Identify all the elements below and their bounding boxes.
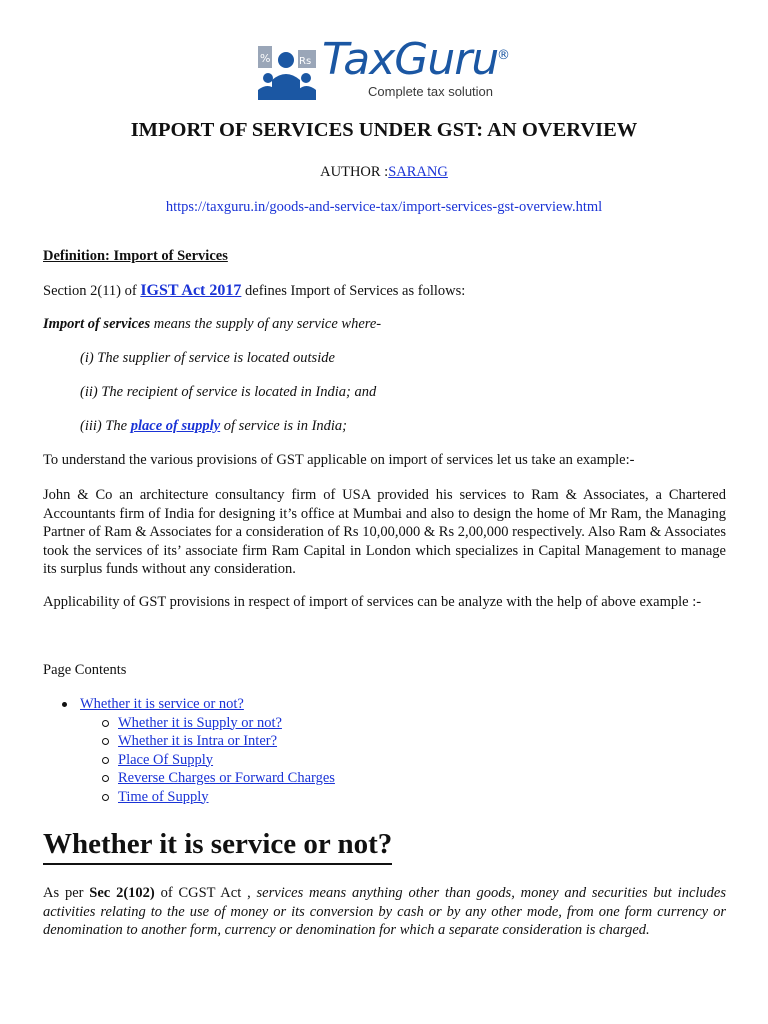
circle-bullet-icon xyxy=(102,794,109,801)
import-definition xyxy=(43,316,381,333)
services-definition: services means anything other than goods, money and securities but includes activities relating to the use of money or its conversion by cash or by any other mode, from one form currency or denomination to another form, currency or denomination for which a separate consideration is charged. xyxy=(43,885,726,938)
applicability-paragraph: Applicability of GST provisions in respect of import of services can be analyze with the help of above example :- xyxy=(43,594,702,610)
toc-subitem xyxy=(64,732,335,751)
circle-bullet-icon xyxy=(102,757,109,764)
toc-link-reverse-charges[interactable]: Reverse Charges or Forward Charges xyxy=(118,770,335,786)
as-per-mid: of CGST Act , xyxy=(154,885,257,901)
section-text-after: defines Import of Services as follows: xyxy=(241,283,466,299)
taxguru-logo[interactable] xyxy=(256,34,516,102)
svg-text:Rs: Rs xyxy=(299,56,312,67)
toc-item xyxy=(64,695,335,714)
author-label: AUTHOR : xyxy=(320,164,389,180)
example-intro: To understand the various provisions of GST applicable on import of services let us take an example:- xyxy=(43,452,635,468)
toc-link-intra-inter[interactable]: Whether it is Intra or Inter? xyxy=(118,733,278,749)
svg-text:%: % xyxy=(260,52,271,65)
example-paragraph: John & Co an architecture consultancy firm of USA provided his services to Ram & Associates, a Chartered Accountants firm of India for designing it’s office at Mumbai and also to design the home of Mr Ram, the Managing Partner of Ram & Associates for a consideration of Rs 10,00,000 & Rs 2,00,000 respectively. Also Ram & Associates took the services of its’ associate firm Ram Capital in London which specializes in Capital Management to manage its surplus funds without any consideration. xyxy=(43,487,726,577)
logo-people-icon xyxy=(256,44,318,100)
toc-link-service[interactable]: Whether it is service or not? xyxy=(80,696,244,712)
as-per-paragraph xyxy=(43,884,726,940)
toc-subitem xyxy=(64,714,335,733)
section-heading: Whether it is service or not? xyxy=(43,826,392,865)
toc-link-time-of-supply[interactable]: Time of Supply xyxy=(118,788,209,805)
as-per-before: As per xyxy=(43,885,90,901)
logo-registered-mark: ® xyxy=(497,48,510,63)
section-text-before: Section 2(11) of xyxy=(43,283,141,299)
sec-reference: Sec 2(102) xyxy=(89,885,155,901)
toc-subitem xyxy=(64,751,335,770)
logo-tagline: Complete tax solution xyxy=(368,84,494,99)
section-line xyxy=(43,282,465,300)
circle-bullet-icon xyxy=(102,720,109,727)
condition-3 xyxy=(80,418,347,435)
circle-bullet-icon xyxy=(102,775,109,782)
import-definition-term: Import of services xyxy=(43,316,151,332)
condition-3-after: of service is in India; xyxy=(220,418,348,434)
condition-2: (ii) The recipient of service is located in India; and xyxy=(80,384,377,400)
condition-1: (i) The supplier of service is located outside xyxy=(80,350,335,366)
disc-bullet-icon xyxy=(62,702,67,707)
page-contents-label: Page Contents xyxy=(43,662,127,678)
definition-heading: Definition: Import of Services xyxy=(43,248,228,264)
author-line xyxy=(0,164,768,181)
toc-subitem xyxy=(64,788,335,807)
condition-3-before: (iii) The xyxy=(80,418,131,434)
circle-bullet-icon xyxy=(102,738,109,745)
toc-link-place-of-supply[interactable]: Place Of Supply xyxy=(118,751,214,768)
igst-act-link[interactable]: IGST Act 2017 xyxy=(140,282,242,299)
place-of-supply-link[interactable]: place of supply xyxy=(130,418,221,434)
toc-link-supply[interactable]: Whether it is Supply or not? xyxy=(118,714,282,731)
import-definition-text: means the supply of any service where- xyxy=(150,316,382,332)
author-link[interactable]: SARANG xyxy=(388,164,448,180)
table-of-contents xyxy=(64,695,335,806)
logo-wordmark: TaxGuru xyxy=(322,34,499,85)
source-url[interactable]: https://taxguru.in/goods-and-service-tax/import-services-gst-overview.html xyxy=(165,199,603,215)
page-title: IMPORT OF SERVICES UNDER GST: AN OVERVIEW xyxy=(130,119,638,141)
toc-subitem xyxy=(64,769,335,788)
